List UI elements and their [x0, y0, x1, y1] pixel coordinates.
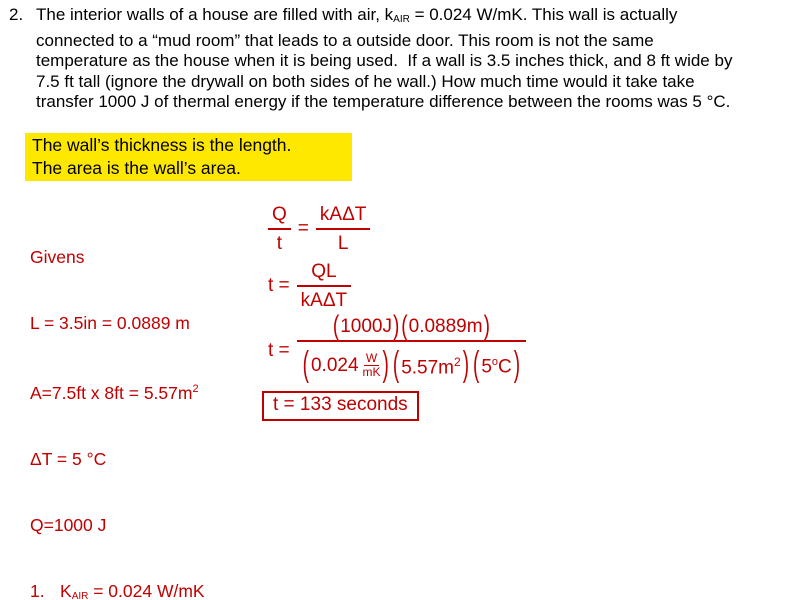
highlight-note-box: [25, 133, 352, 181]
big-fraction: [297, 311, 526, 385]
fraction-ql-over-kadt: $\frac{QL}{\text{kAΔT}}$: [297, 261, 351, 311]
equation-substitution: [268, 311, 526, 385]
left-paren: (: [401, 311, 408, 342]
problem-line-5: transfer 1000 J of thermal energy if the temperature difference between the rooms was 5 °C.: [36, 92, 731, 112]
delta-t-value: 5$^o$C: [481, 356, 512, 378]
w-per-mk-fraction: W mK: [362, 350, 381, 379]
left-paren: (: [302, 345, 309, 385]
conductivity-value: 0.024: [310, 354, 359, 376]
equation-solved-for-t: [268, 261, 351, 311]
note-line-2: The area is the wall’s area.: [32, 157, 241, 178]
given-k-air: 1. $K_{AIR} = 0.024$ W/mK: [30, 580, 205, 600]
squared-superscript: 2: [454, 354, 461, 369]
left-paren: (: [392, 345, 400, 385]
given-delta-t: ΔT = 5 °C: [30, 448, 107, 469]
squared-superscript: 2: [192, 383, 199, 395]
given-length: L = 3.5in = 0.0889 m: [30, 313, 190, 333]
denominator: [297, 345, 526, 385]
fraction-bar: [297, 285, 351, 287]
fraction-bar: [316, 228, 370, 230]
right-paren: ): [462, 345, 470, 385]
answer-box: t = 133 seconds: [262, 391, 419, 421]
problem-line-2: connected to a “mud room” that leads to a outside door. This room is not the same: [36, 30, 654, 50]
givens-list: [30, 202, 205, 600]
t-equals: t =: [268, 339, 290, 361]
problem-text: [36, 5, 732, 113]
list-index: 1.: [30, 580, 45, 600]
right-paren: ): [483, 311, 490, 342]
right-paren: ): [382, 345, 389, 385]
given-heat: Q=1000 J: [30, 514, 107, 535]
numerator: [328, 311, 495, 342]
degree-superscript: o: [491, 356, 499, 369]
length-value: 0.0889m: [408, 316, 483, 337]
fraction-kadt-over-l: $\frac{\text{kAΔT}}{L}$: [316, 204, 370, 254]
t-equals: t =: [268, 275, 290, 296]
left-paren: (: [332, 311, 340, 342]
note-line-1: The wall’s thickness is the length.: [32, 135, 292, 155]
right-paren: ): [513, 345, 521, 385]
problem-statement: [9, 5, 789, 113]
problem-number: 2.: [9, 5, 24, 24]
fraction-q-over-t: $\frac{Q}{t}$: [268, 204, 291, 254]
problem-line-3: temperature as the house when it is being used. If a wall is 3.5 inches thick, and 8 ft wide by: [36, 51, 733, 71]
k-air-subscript: AIR: [71, 590, 89, 600]
left-paren: (: [473, 345, 480, 385]
right-paren: ): [392, 311, 400, 342]
heat-value: 1000J: [340, 316, 392, 337]
problem-line-1: The interior walls of a house are filled with air, $k_{AIR} = 0.024$ W/mK. This wall is actually: [36, 5, 678, 25]
fraction-bar: [297, 340, 526, 342]
equation-heat-rate: [268, 204, 370, 254]
fraction-bar: [268, 228, 291, 230]
problem-line-4: 7.5 ft tall (ignore the drywall on both sides of he wall.) How much time would it take take: [36, 71, 695, 91]
givens-title: Givens: [30, 247, 85, 267]
k-air-subscript: AIR: [393, 14, 410, 25]
given-area: A=7.5ft x $8ft = 5.57m^2$: [30, 382, 199, 403]
equals-sign: =: [297, 218, 309, 239]
area-value: $5.57m^2$: [401, 354, 461, 379]
